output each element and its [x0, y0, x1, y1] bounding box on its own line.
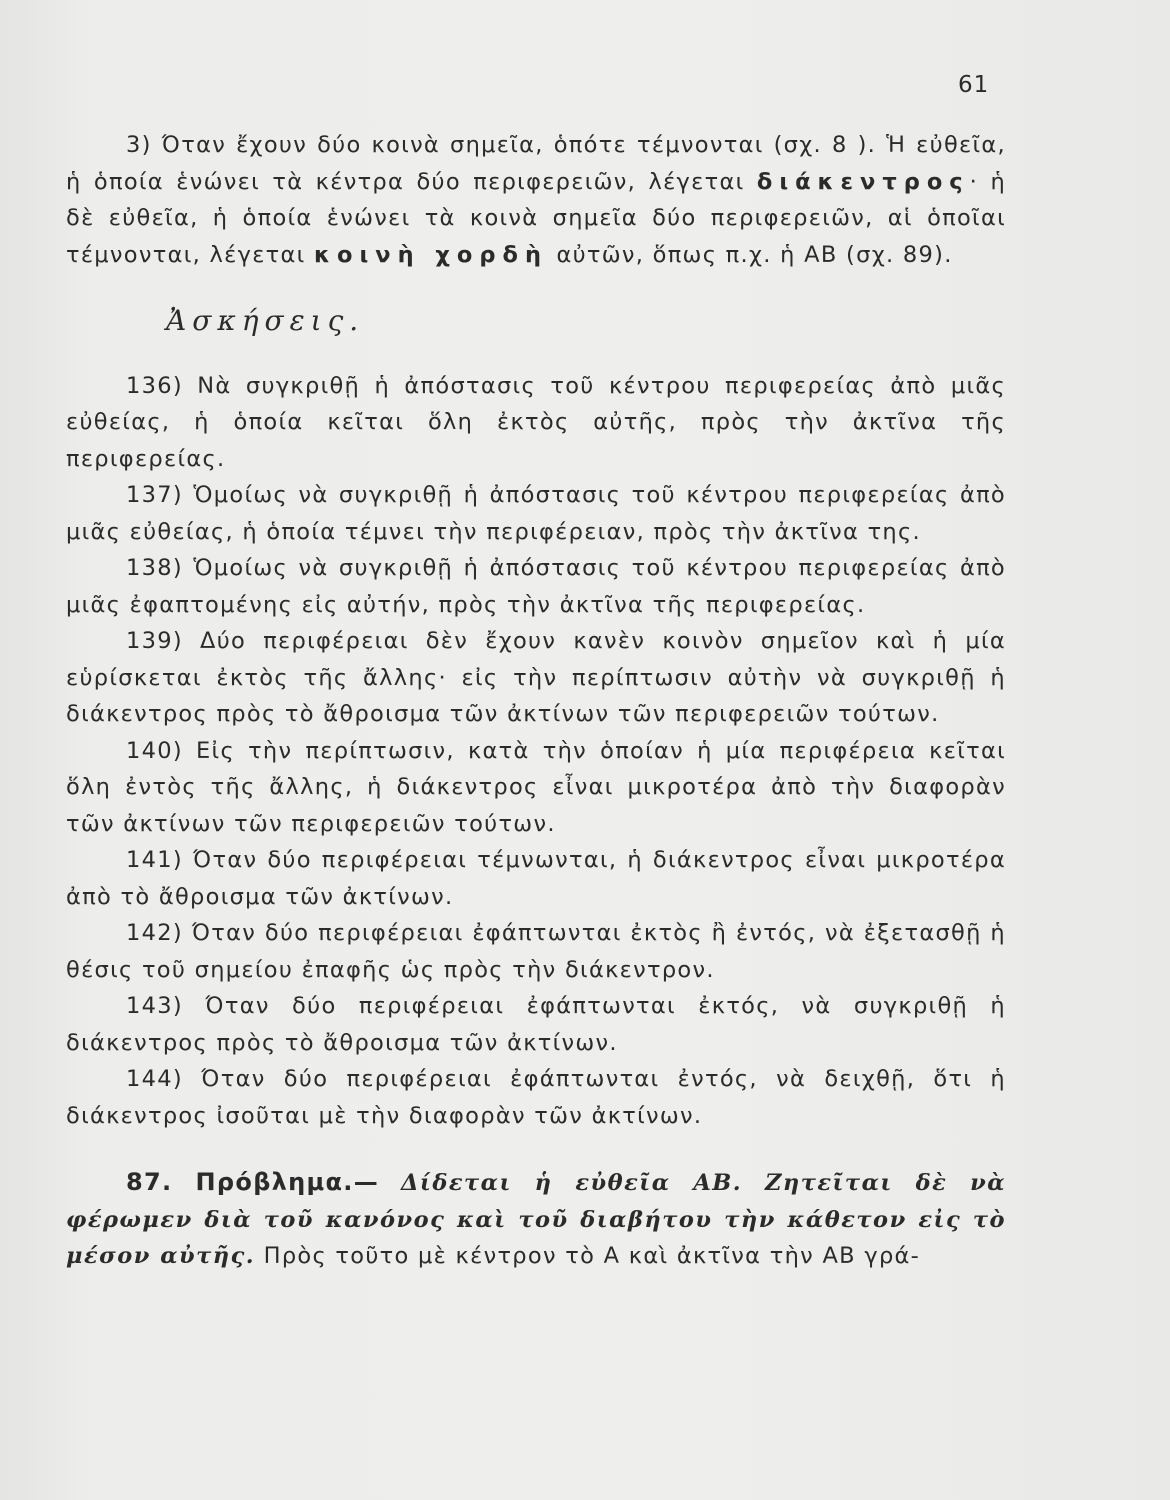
- exercise-138: 138) Ὁμοίως νὰ συγκριθῇ ἡ ἀπόστασις τοῦ κέντρου περιφερείας ἀπὸ μιᾶς ἐφαπτομένης εἰς αὐτήν, πρὸς τὴν ἀκτῖνα τῆς περιφερείας.: [66, 555, 1006, 618]
- exercise-140: 140) Εἰς τὴν περίπτωσιν, κατὰ τὴν ὁποίαν ἡ μία περιφέρεια κεῖται ὅλη ἐντὸς τῆς ἄλλης, ἡ διάκεντρος εἶναι μικροτέρα ἀπὸ τὴν διαφορὰν τῶν ἀκτίνων τῶν περιφερειῶν τούτων.: [66, 737, 1006, 837]
- problem-text: Πρὸς τοῦτο μὲ κέντρον τὸ Α καὶ ἀκτῖνα τὴν ΑΒ γρά-: [263, 1243, 921, 1269]
- exercise-143: 143) Όταν δύο περιφέρειαι ἐφάπτωνται ἐκτός, νὰ συγκριθῇ ἡ διάκεντρος πρὸς τὸ ἄθροισμα τῶν ἀκτίνων.: [66, 993, 1006, 1056]
- problem-statement: Δίδεται ἡ εὐθεῖα ΑΒ. Ζητεῖται δὲ νὰ φέρωμεν διὰ τοῦ κανόνος καὶ τοῦ διαβήτου τὴν κάθετον εἰς τὸ μέσον αὐτῆς.: [66, 1170, 1007, 1269]
- exercises-heading: Ἀσκήσεις.: [166, 304, 365, 337]
- page-body: [66, 127, 1006, 1275]
- exercise-144: 144) Όταν δύο περιφέρειαι ἐφάπτωνται ἐντός, νὰ δειχθῇ, ὅτι ἡ διάκεντρος ἰσοῦται μὲ τὴν διαφορὰν τῶν ἀκτίνων.: [66, 1066, 1006, 1129]
- exercise-141: 141) Όταν δύο περιφέρειαι τέμνωνται, ἡ διάκεντρος εἶναι μικροτέρα ἀπὸ τὸ ἄθροισμα τῶν ἀκτίνων.: [66, 847, 1006, 910]
- intro-text-2: · ἡ δὲ εὐθεῖα, ἡ ὁποία ἑνώνει τὰ κοινὰ σημεῖα δύο περιφερειῶν, αἱ ὁποῖαι τέμνονται, λέγεται: [66, 168, 1007, 268]
- exercise-139: 139) Δύο περιφέρειαι δὲν ἔχουν κανὲν κοινὸν σημεῖον καὶ ἡ μία εὑρίσκεται ἐκτὸς τῆς ἄλλης· εἰς τὴν περίπτωσιν αὐτὴν νὰ συγκριθῇ ἡ διάκεντρος πρὸς τὸ ἄθροισμα τῶν ἀκτίνων τῶν περιφερειῶν τούτων.: [66, 628, 1006, 727]
- exercise-137: 137) Ὁμοίως νὰ συγκριθῇ ἡ ἀπόστασις τοῦ κέντρου περιφερείας ἀπὸ μιᾶς εὐθείας, ἡ ὁποία τέμνει τὴν περιφέρειαν, πρὸς τὴν ἀκτῖνα της.: [66, 482, 1006, 545]
- intro-text-1: 3) Όταν ἔχουν δύο κοινὰ σημεῖα, ὁπότε τέμνονται (σχ. 8 ). Ἡ εὐθεῖα, ἡ ὁποία ἑνώνει τὰ κέντρα δύο περιφερειῶν, λέγεται: [66, 132, 1006, 195]
- exercise-142: 142) Όταν δύο περιφέρειαι ἐφάπτωνται ἐκτὸς ἢ ἐντός, νὰ ἐξετασθῇ ἡ θέσις τοῦ σημείου ἐπαφῆς ὡς πρὸς τὴν διάκεντρον.: [66, 920, 1006, 983]
- term-koini-chordi: κοινὴ χορδὴ: [314, 241, 548, 268]
- intro-text-3: αὐτῶν, ὅπως π.χ. ἡ ΑΒ (σχ. 89).: [556, 241, 953, 268]
- exercise-136: 136) Νὰ συγκριθῇ ἡ ἀπόστασις τοῦ κέντρου περιφερείας ἀπὸ μιᾶς εὐθείας, ἡ ὁποία κεῖται ὅλη ἐκτὸς αὐτῆς, πρὸς τὴν ἀκτῖνα τῆς περιφερείας.: [66, 372, 1006, 472]
- term-diakentros: διάκεντρος: [756, 168, 970, 195]
- intro-paragraph: [66, 127, 1006, 273]
- problem-87: [66, 1164, 1006, 1275]
- problem-title: 87. Πρόβλημα.—: [126, 1168, 380, 1196]
- page-number: 61: [958, 72, 990, 98]
